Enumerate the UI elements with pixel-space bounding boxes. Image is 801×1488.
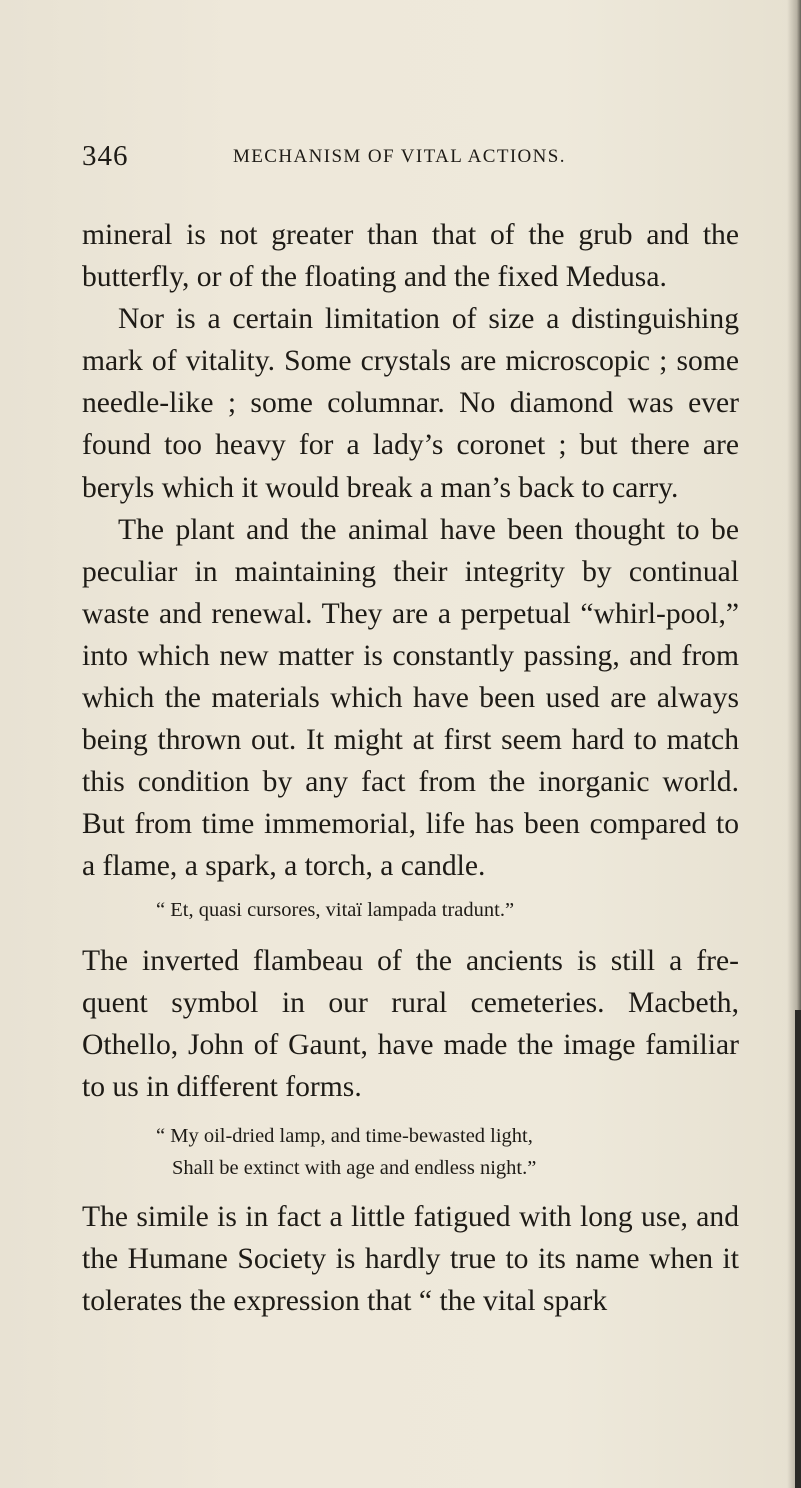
running-title: MECHANISM OF VITAL ACTIONS. <box>233 146 566 167</box>
verse-line-2: Shall be extinct with age and endless night.” <box>172 1156 537 1179</box>
paragraph-4: The inverted flambeau of the ancients is still a fre-quent symbol in our rural cemeteries. Macbeth, Othello, John of Gaunt, have made the image familiar to us in different forms. <box>82 944 739 1103</box>
latin-quotation <box>82 894 739 926</box>
verse-quotation <box>82 1120 739 1184</box>
latin-quotation-line: “ Et, quasi cursores, vitaï lampada tradunt.” <box>156 898 515 921</box>
binding-edge <box>795 1010 801 1488</box>
paragraph-1: mineral is not greater than that of the grub and the butterfly, or of the floating and the fixed Medusa. <box>82 219 739 294</box>
paragraph-3: The plant and the animal have been thought to be peculiar in maintaining their integrity by continual waste and renewal. They are a perpetual “whirl-pool,” into which new matter is constantly passing, and from which the materials which have been used are always being thrown out. It might at first seem hard to match this condition by any fact from the inorganic world. But from time immemorial, life has been compared to a flame, a spark, a torch, a candle. <box>82 513 739 883</box>
body-text <box>82 214 739 1322</box>
page-header <box>0 140 801 176</box>
paragraph-5: The simile is in fact a little fatigued with long use, and the Humane Society is hardly true to its name when it tolerates the expression that “ the vital spark <box>82 1200 739 1318</box>
page-edge-shadow <box>787 0 801 1488</box>
paragraph-2: Nor is a certain limitation of size a distinguishing mark of vitality. Some crystals are microscopic ; some needle-like ; some columnar. No diamond was ever found too heavy for a lady’s coronet ; but there are beryls which it would break a man’s back to carry. <box>82 303 739 504</box>
page-number: 346 <box>82 140 129 172</box>
verse-line-1: “ My oil-dried lamp, and time-bewasted light, <box>156 1124 533 1147</box>
